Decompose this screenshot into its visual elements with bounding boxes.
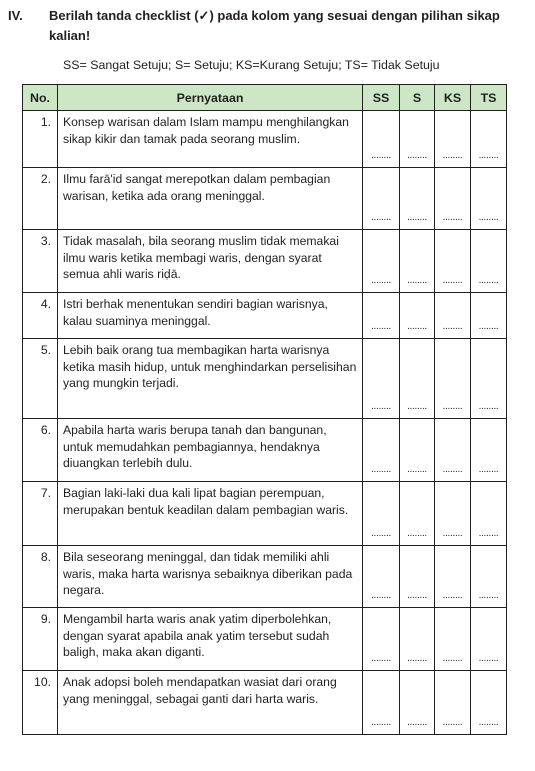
table-row: [23, 671, 507, 735]
answer-s[interactable]: ........: [400, 293, 435, 339]
answer-ss[interactable]: ........: [363, 546, 400, 608]
statement-text: Mengambil harta waris anak yatim diperbolehkan, dengan syarat apabila anak yatim tersebut sudah baligh, maka akan diganti.: [58, 608, 363, 671]
header-ss: SS: [363, 85, 400, 111]
answer-ks[interactable]: ........: [435, 293, 471, 339]
answer-s[interactable]: ........: [400, 339, 435, 419]
answer-s[interactable]: ........: [400, 482, 435, 546]
statement-text: Istri berhak menentukan sendiri bagian warisnya, kalau suaminya meninggal.: [58, 293, 363, 339]
answer-ts[interactable]: ........: [471, 482, 507, 546]
answer-ks[interactable]: ........: [435, 546, 471, 608]
table-row: [23, 339, 507, 419]
statement-text: Bila seseorang meninggal, dan tidak memiliki ahli waris, maka harta warisnya sebaiknya diberikan pada negara.: [58, 546, 363, 608]
row-number: 4.: [23, 293, 58, 339]
answer-ts[interactable]: ........: [471, 608, 507, 671]
statement-text: Anak adopsi boleh mendapatkan wasiat dari orang yang meninggal, sebagai ganti dari harta waris.: [58, 671, 363, 735]
answer-s[interactable]: ........: [400, 111, 435, 168]
answer-ss[interactable]: ........: [363, 339, 400, 419]
answer-ts[interactable]: ........: [471, 419, 507, 482]
statement-text: Konsep warisan dalam Islam mampu menghilangkan sikap kikir dan tamak pada seorang muslim.: [58, 111, 363, 168]
answer-ks[interactable]: ........: [435, 111, 471, 168]
answer-ks[interactable]: ........: [435, 168, 471, 230]
row-number: 10.: [23, 671, 58, 735]
table-row: [23, 111, 507, 168]
statement-text: Apabila harta waris berupa tanah dan bangunan, untuk memudahkan pembagiannya, hendaknya diuangkan terlebih dulu.: [58, 419, 363, 482]
table-row: [23, 482, 507, 546]
answer-s[interactable]: ........: [400, 230, 435, 293]
answer-s[interactable]: ........: [400, 671, 435, 735]
answer-ks[interactable]: ........: [435, 230, 471, 293]
statement-text: Ilmu farā'id sangat merepotkan dalam pembagian warisan, ketika ada orang meninggal.: [58, 168, 363, 230]
header-ks: KS: [435, 85, 471, 111]
answer-ts[interactable]: ........: [471, 671, 507, 735]
header-statement: Pernyataan: [58, 85, 363, 111]
header-no: No.: [23, 85, 58, 111]
header-s: S: [400, 85, 435, 111]
answer-ks[interactable]: ........: [435, 671, 471, 735]
row-number: 6.: [23, 419, 58, 482]
row-number: 9.: [23, 608, 58, 671]
table-row: [23, 419, 507, 482]
answer-legend: SS= Sangat Setuju; S= Setuju; KS=Kurang Setuju; TS= Tidak Setuju: [63, 58, 440, 72]
answer-ts[interactable]: ........: [471, 293, 507, 339]
answer-ss[interactable]: ........: [363, 168, 400, 230]
answer-ss[interactable]: ........: [363, 608, 400, 671]
row-number: 1.: [23, 111, 58, 168]
row-number: 3.: [23, 230, 58, 293]
row-number: 2.: [23, 168, 58, 230]
answer-ss[interactable]: ........: [363, 419, 400, 482]
header-ts: TS: [471, 85, 507, 111]
statement-text: Lebih baik orang tua membagikan harta warisnya ketika masih hidup, untuk menghindarkan perselisihan yang mungkin terjadi.: [58, 339, 363, 419]
answer-ss[interactable]: ........: [363, 111, 400, 168]
answer-s[interactable]: ........: [400, 168, 435, 230]
answer-ss[interactable]: ........: [363, 293, 400, 339]
answer-s[interactable]: ........: [400, 608, 435, 671]
answer-ss[interactable]: ........: [363, 230, 400, 293]
answer-s[interactable]: ........: [400, 419, 435, 482]
section-instruction: Berilah tanda checklist (✓) pada kolom yang sesuai dengan pilihan sikap kalian!: [49, 8, 500, 43]
section-number: IV.: [8, 8, 23, 23]
table-header-row: [23, 85, 507, 111]
table-row: [23, 546, 507, 608]
answer-ks[interactable]: ........: [435, 419, 471, 482]
row-number: 5.: [23, 339, 58, 419]
answer-s[interactable]: ........: [400, 546, 435, 608]
answer-ss[interactable]: ........: [363, 671, 400, 735]
answer-ts[interactable]: ........: [471, 230, 507, 293]
statement-text: Tidak masalah, bila seorang muslim tidak memakai ilmu waris ketika membagi waris, dengan syarat semua ahli waris riḍā.: [58, 230, 363, 293]
answer-ks[interactable]: ........: [435, 482, 471, 546]
answer-ts[interactable]: ........: [471, 111, 507, 168]
attitude-table: [22, 84, 507, 735]
table-row: [23, 293, 507, 339]
answer-ss[interactable]: ........: [363, 482, 400, 546]
statement-text: Bagian laki-laki dua kali lipat bagian perempuan, merupakan bentuk keadilan dalam pembagian waris.: [58, 482, 363, 546]
table-row: [23, 168, 507, 230]
answer-ts[interactable]: ........: [471, 168, 507, 230]
row-number: 8.: [23, 546, 58, 608]
table-row: [23, 230, 507, 293]
row-number: 7.: [23, 482, 58, 546]
table-row: [23, 608, 507, 671]
answer-ks[interactable]: ........: [435, 339, 471, 419]
answer-ts[interactable]: ........: [471, 339, 507, 419]
answer-ks[interactable]: ........: [435, 608, 471, 671]
answer-ts[interactable]: ........: [471, 546, 507, 608]
